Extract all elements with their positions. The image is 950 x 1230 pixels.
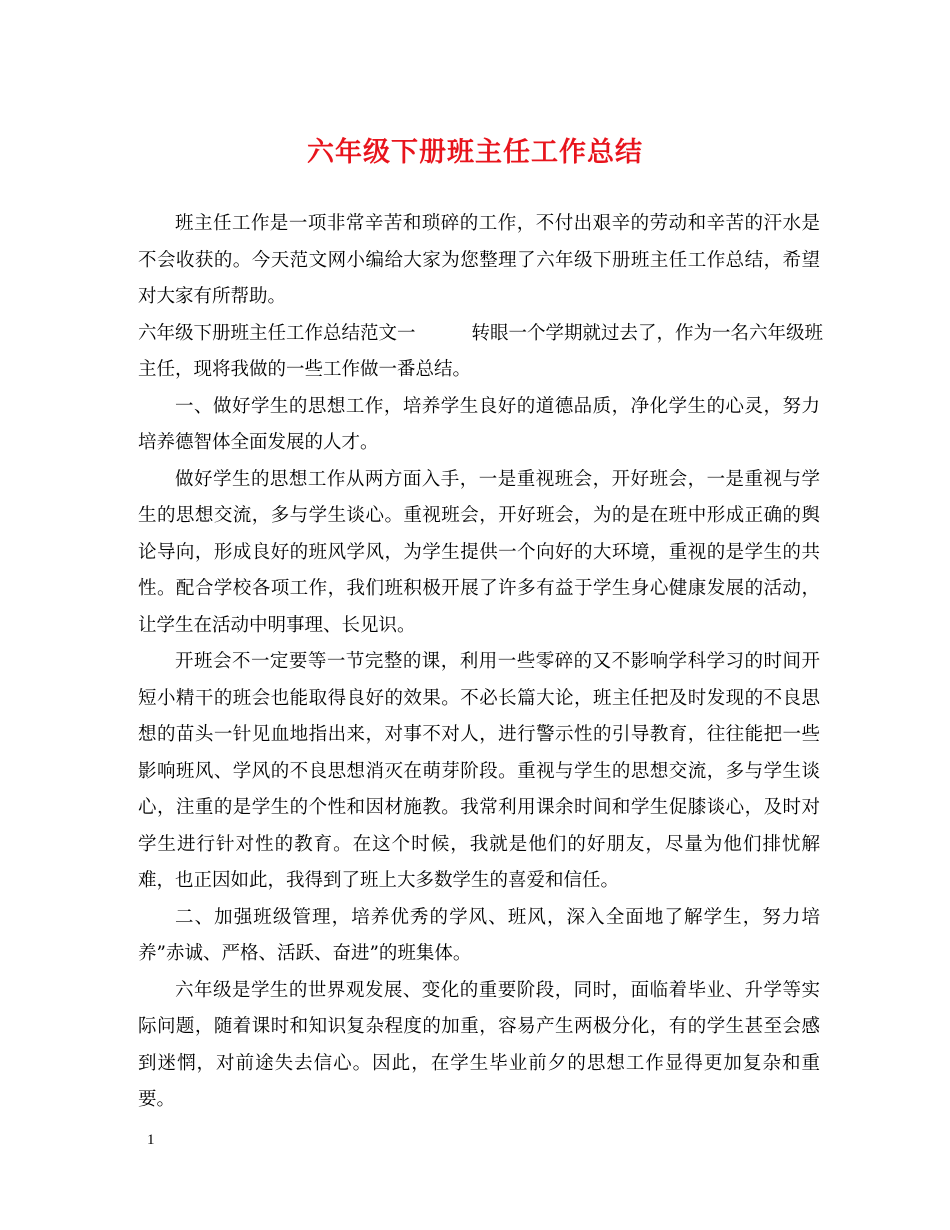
page-number: 1 [147, 1132, 155, 1148]
paragraph-point-one: 一、做好学生的思想工作，培养学生良好的道德品质，净化学生的心灵，努力培养德智体全面发展的人才。 [138, 395, 820, 453]
paragraph-intro: 班主任工作是一项非常辛苦和琐碎的工作，不付出艰辛的劳动和辛苦的汗水是不会收获的。今天范文网小编给大家为您整理了六年级下册班主任工作总结，希望对大家有所帮助。 [138, 213, 820, 307]
document-body [138, 206, 824, 1119]
paragraph-class-meeting: 开班会不一定要等一节完整的课，利用一些零碎的又不影响学科学习的时间开短小精干的班会也能取得良好的效果。不必长篇大论，班主任把及时发现的不良思想的苗头一针见血地指出来，对事不对人，进行警示性的引导教育，往往能把一些影响班风、学风的不良思想消灭在萌芽阶段。重视与学生的思想交流，多与学生谈心，注重的是学生的个性和因材施教。我常利用课余时间和学生促膝谈心，及时对学生进行针对性的教育。在这个时候，我就是他们的好朋友，尽量为他们排忧解难，也正因如此，我得到了班上大多数学生的喜爱和信任。 [138, 651, 820, 891]
section-heading: 六年级下册班主任工作总结范文一 [138, 322, 416, 344]
section-intro-line1: 转眼一个学期就过去了，作为一名六年级班 [471, 322, 824, 344]
document-title: 六年级下册班主任工作总结 [307, 137, 643, 168]
section-heading-line [138, 316, 824, 353]
paragraph-thought-work: 做好学生的思想工作从两方面入手，一是重视班会，开好班会，一是重视与学生的思想交流，多与学生谈心。重视班会，开好班会，为的是在班中形成正确的舆论导向，形成良好的班风学风，为学生提供一个向好的大环境，重视的是学生的共性。配合学校各项工作，我们班积极开展了许多有益于学生身心健康发展的活动，让学生在活动中明事理、长见识。 [138, 468, 820, 636]
section-intro-line2: 主任，现将我做的一些工作做一番总结。 [138, 359, 472, 380]
paragraph-grade-six: 六年级是学生的世界观发展、变化的重要阶段，同时，面临着毕业、升学等实际问题，随着课时和知识复杂程度的加重，容易产生两极分化，有的学生甚至会感到迷惘，对前途失去信心。因此，在学生毕业前夕的思想工作显得更加复杂和重要。 [138, 979, 820, 1110]
paragraph-point-two: 二、加强班级管理，培养优秀的学风、班风，深入全面地了解学生，努力培养”赤诚、严格、活跃、奋进”的班集体。 [138, 906, 820, 964]
